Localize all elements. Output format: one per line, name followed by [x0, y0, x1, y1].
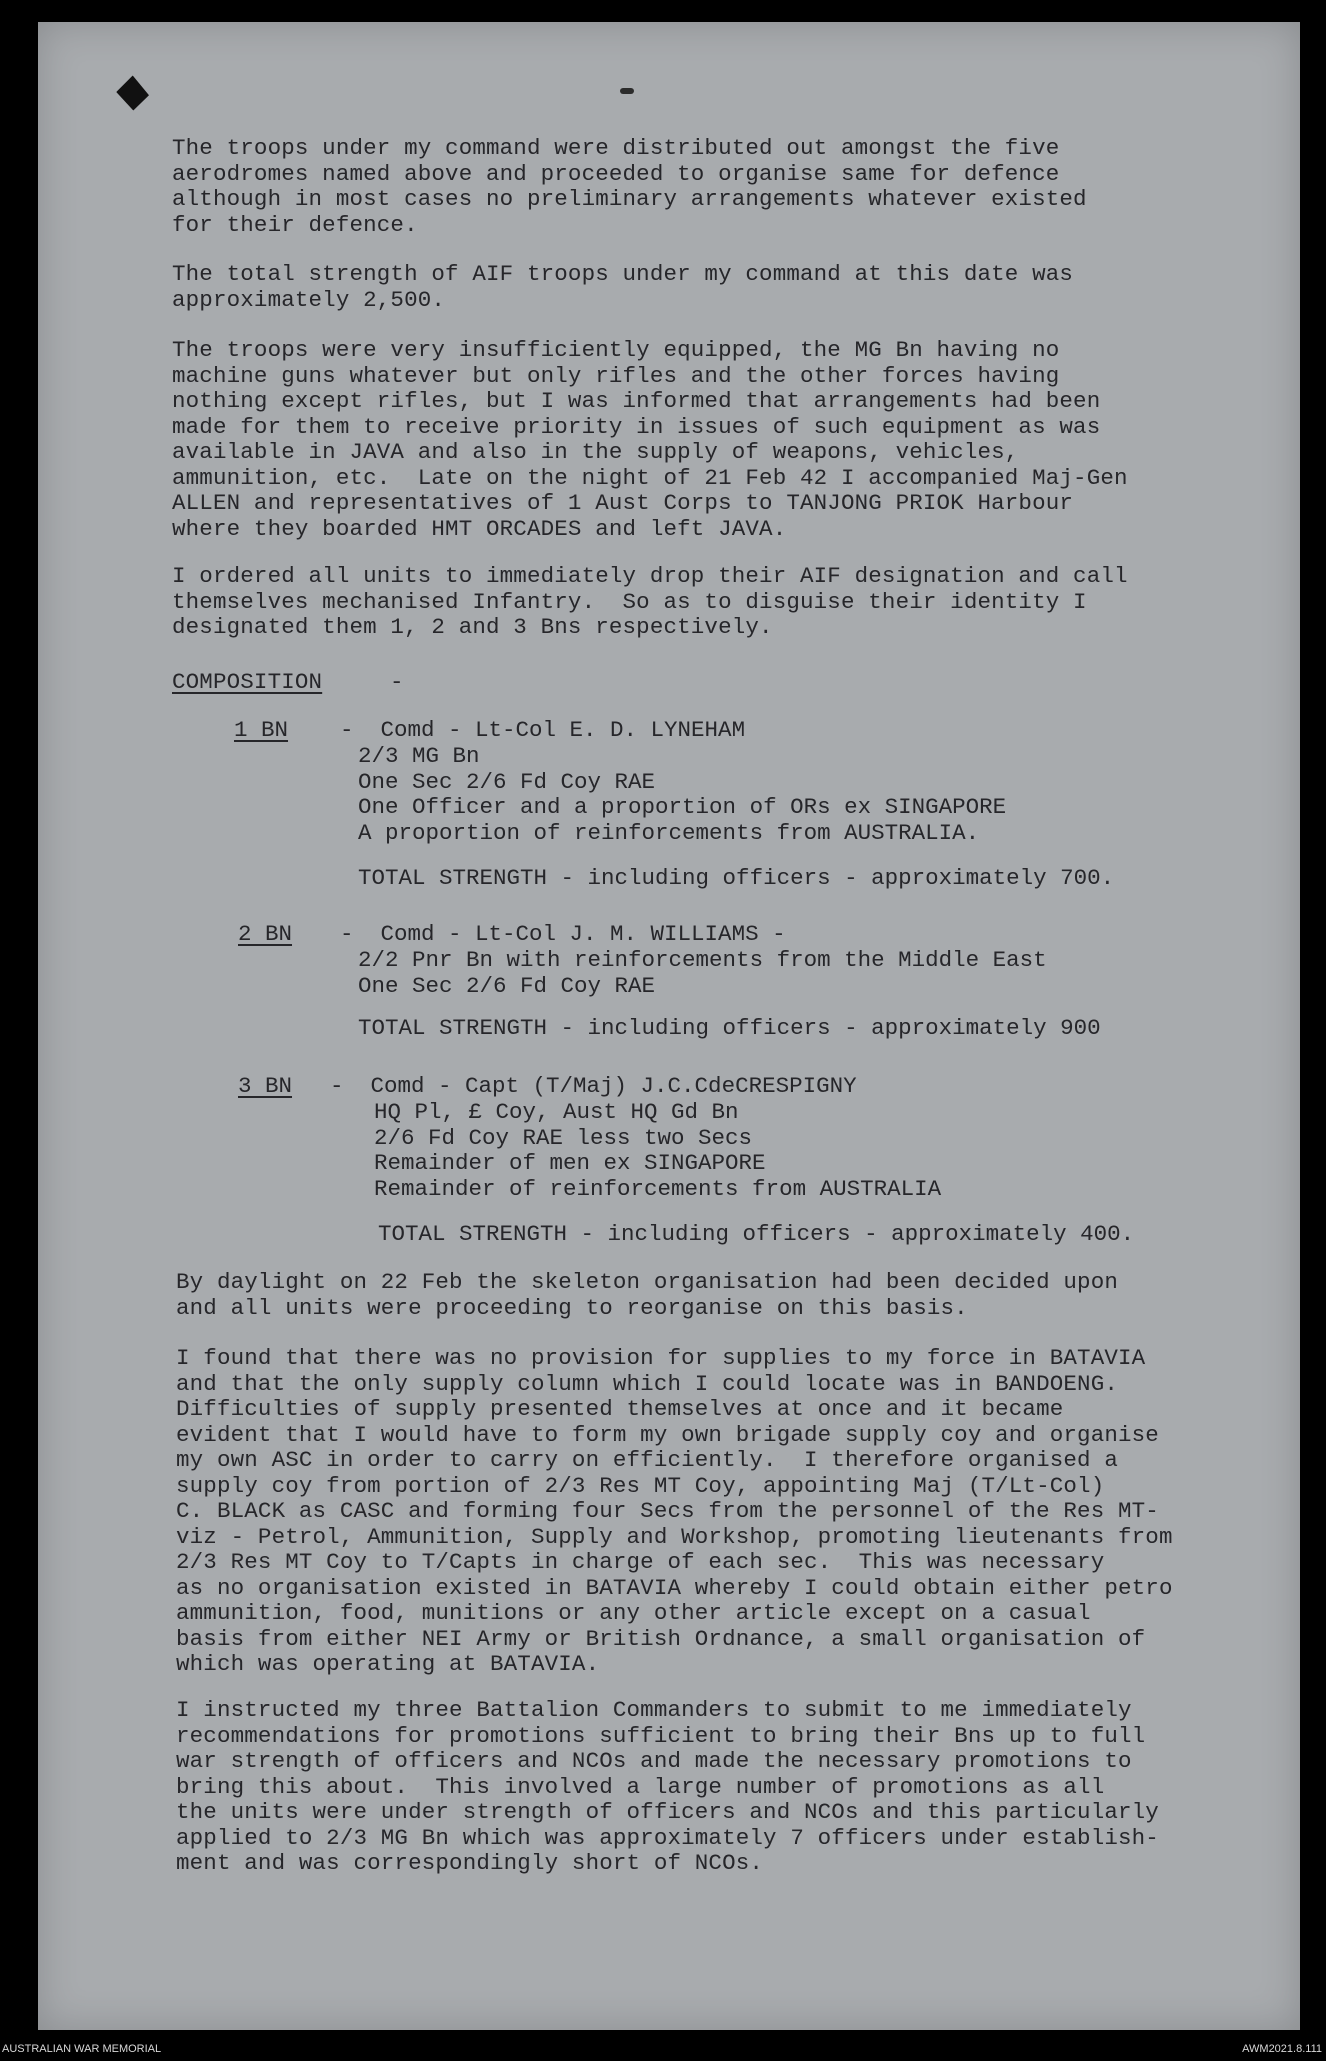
footer-reference-number: AWM2021.8.111	[1242, 2043, 1322, 2055]
battalion-3-label: 3 BN	[238, 1073, 293, 1099]
battalion-2-command: - Comd - Lt-Col J. M. WILLIAMS -	[340, 921, 786, 947]
battalion-1-label: 1 BN	[234, 717, 289, 743]
paragraph-daylight: By daylight on 22 Feb the skeleton organisation had been decided upon and all units were proceeding to reorganise on this basis.	[176, 1269, 1119, 1321]
battalion-1-total: TOTAL STRENGTH - including officers - approximately 700.	[358, 865, 1115, 891]
battalion-3-total: TOTAL STRENGTH - including officers - approximately 400.	[378, 1221, 1135, 1247]
battalion-1-units: 2/3 MG Bn One Sec 2/6 Fd Coy RAE One Officer and a proportion of ORs ex SINGAPORE A proportion of reinforcements from AUSTRALIA.	[358, 743, 1007, 846]
paragraph-equipment: The troops were very insufficiently equipped, the MG Bn having no machine guns whatever but only rifles and the other forces having nothing except rifles, but I was informed that arrangements had been made for them to receive priority in issues of such equipment as was available in JAVA and also in the supply of weapons, vehicles, ammunition, etc. Late on the night of 21 Feb 42 I accompanied Maj-Gen ALLEN and representatives of 1 Aust Corps to TANJONG PRIOK Harbour where they boarded HMT ORCADES and left JAVA.	[172, 337, 1128, 542]
battalion-2-units: 2/2 Pnr Bn with reinforcements from the Middle East One Sec 2/6 Fd Coy RAE	[358, 947, 1047, 999]
paragraph-troops-distribution: The troops under my command were distributed out amongst the five aerodromes named above and proceeded to organise same for defence although in most cases no preliminary arrangements whatever existed for their defence.	[172, 135, 1087, 238]
composition-heading: COMPOSITION	[172, 669, 323, 695]
footer-institution: AUSTRALIAN WAR MEMORIAL	[2, 2043, 162, 2055]
paragraph-promotions: I instructed my three Battalion Commanders to submit to me immediately recommendations for promotions sufficient to bring their Bns up to full war strength of officers and NCOs and made the necessary promotions to bring this about. This involved a large number of promotions as all the units were under strength of officers and NCOs and this particularly applied to 2/3 MG Bn which was approximately 7 officers under establish- ment and was correspondingly short of NCOs.	[176, 1697, 1159, 1876]
battalion-2-label: 2 BN	[238, 921, 293, 947]
battalion-1-command: - Comd - Lt-Col E. D. LYNEHAM	[340, 717, 746, 743]
paragraph-supplies: I found that there was no provision for supplies to my force in BATAVIA and that the only supply column which I could locate was in BANDOENG. Difficulties of supply presented themselves at once and it became evident that I would have to form my own brigade supply coy and organise my own ASC in order to carry on efficiently. I therefore organised a supply coy from portion of 2/3 Res MT Coy, appointing Maj (T/Lt-Col) C. BLACK as CASC and forming four Secs from the personnel of the Res MT- viz - Petrol, Ammunition, Supply and Workshop, promoting lieutenants from 2/3 Res MT Coy to T/Capts in charge of each sec. This was necessary as no organisation existed in BATAVIA whereby I could obtain either petro ammunition, food, munitions or any other article except on a casual basis from either NEI Army or British Ordnance, a small organisation of which was operating at BATAVIA.	[176, 1345, 1173, 1677]
battalion-3-units: HQ Pl, £ Coy, Aust HQ Gd Bn 2/6 Fd Coy RAE less two Secs Remainder of men ex SINGAPORE Remainder of reinforcements from AUSTRALIA	[374, 1099, 942, 1202]
paragraph-total-strength: The total strength of AIF troops under my command at this date was approximately 2,500.	[172, 261, 1074, 313]
battalion-2-total: TOTAL STRENGTH - including officers - approximately 900	[358, 1015, 1101, 1041]
paragraph-designation: I ordered all units to immediately drop their AIF designation and call themselves mechanised Infantry. So as to disguise their identity I designated them 1, 2 and 3 Bns respectively.	[172, 563, 1128, 640]
page-number-mark	[620, 88, 634, 94]
composition-dash: -	[390, 669, 404, 695]
battalion-3-command: - Comd - Capt (T/Maj) J.C.CdeCRESPIGNY	[330, 1073, 857, 1099]
